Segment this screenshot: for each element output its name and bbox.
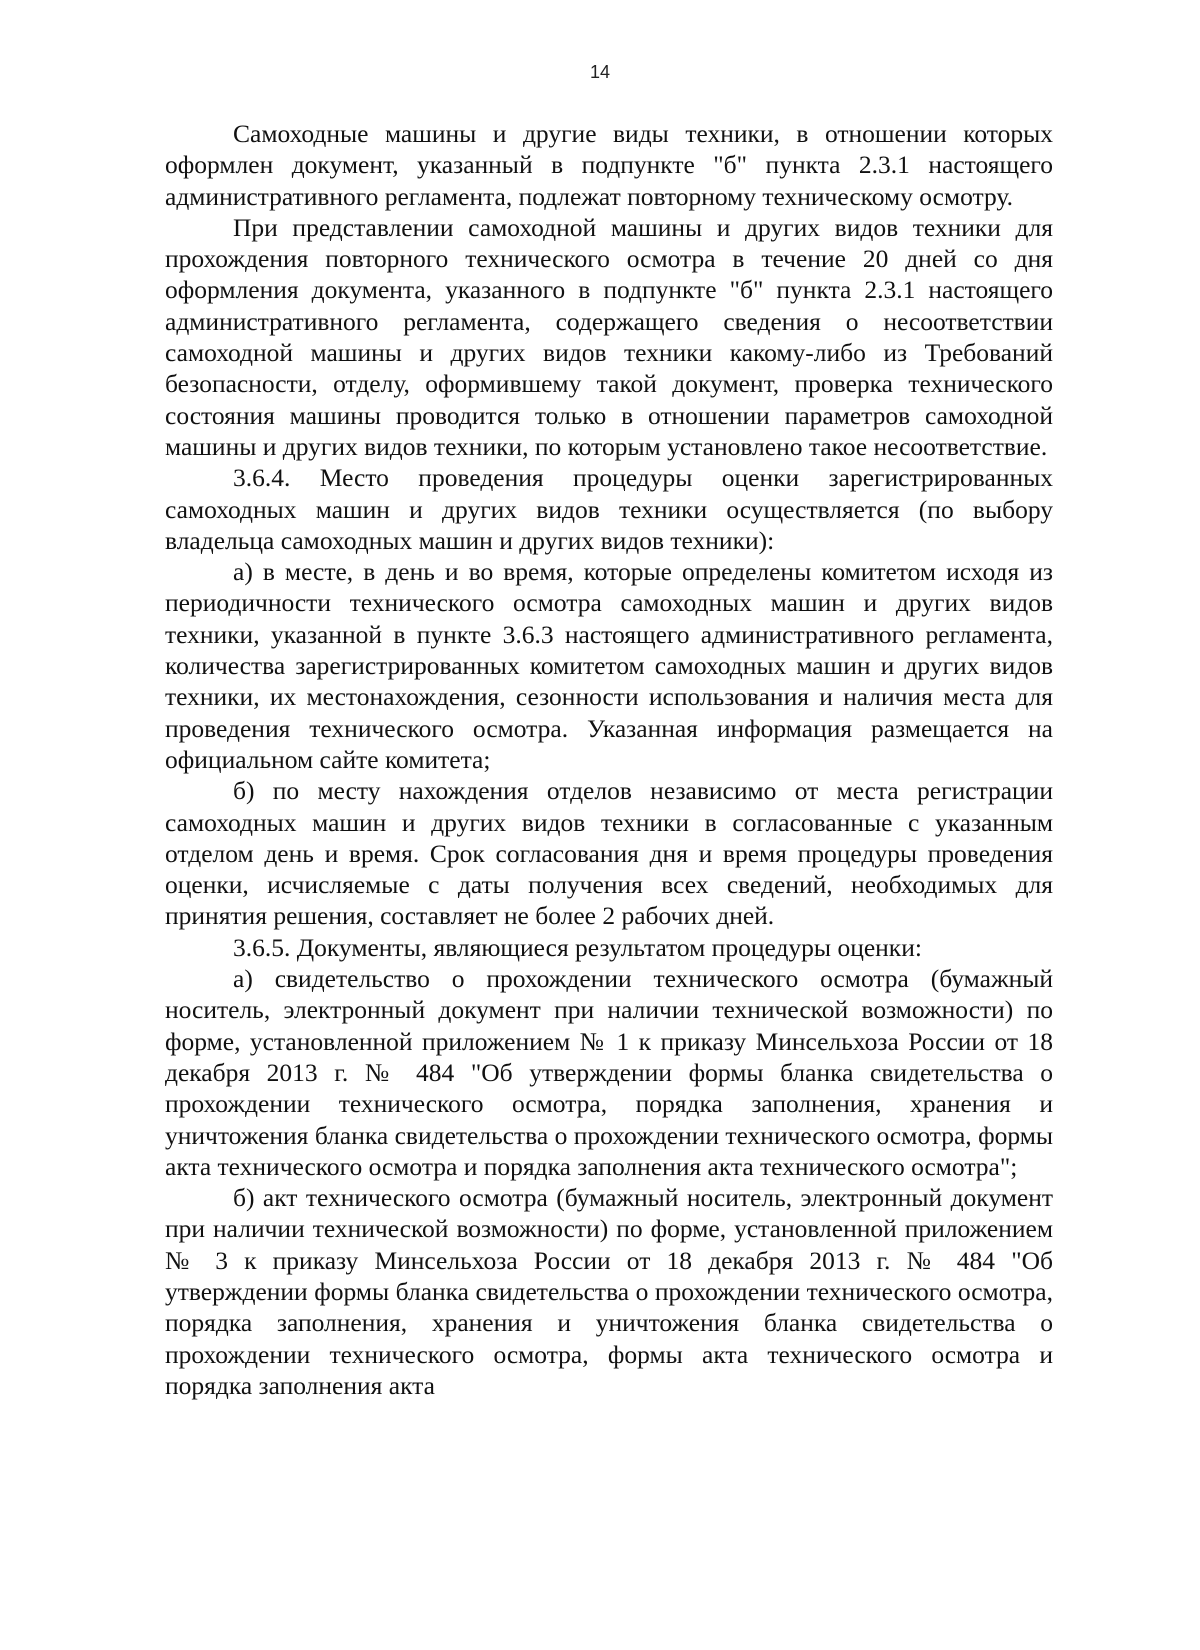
page-number: 14 [589,62,611,82]
paragraph-3-6-5: 3.6.5. Документы, являющиеся результатом процедуры оценки: [233,932,922,962]
paragraph-3-6-4-a: а) в месте, в день и во время, которые определены комитетом исходя из периодичности технического осмотра самоходных машин и других видов техники, указанной в пункте 3.6.3 настоящего административного регламента, количества зарегистрированных комитетом самоходных машин и других видов техники, их местонахождения, сезонности использования и наличия места для проведения технического осмотра. Указанная информация размещается на официальном сайте комитета; [165,557,1053,774]
document-body [165,118,1053,1401]
paragraph-3-6-4: 3.6.4. Место проведения процедуры оценки зарегистрированных самоходных машин и других видов техники осуществляется (по выбору владельца самоходных машин и других видов техники): [165,463,1053,555]
paragraph-repeat-inspection: Самоходные машины и другие виды техники, в отношении которых оформлен документ, указанный в подпункте "б" пункта 2.3.1 настоящего административного регламента, подлежат повторному техническому осмотру. [165,119,1053,211]
paragraph-repeat-inspection-conditions: При представлении самоходной машины и других видов техники для прохождения повторного технического осмотра в течение 20 дней со дня оформления документа, указанного в подпункте "б" пункта 2.3.1 настоящего административного регламента, содержащего сведения о несоответствии самоходной машины и других видов техники какому-либо из Требований безопасности, отделу, оформившему такой документ, проверка технического состояния машины проводится только в отношении параметров самоходной машины и других видов техники, по которым установлено такое несоответствие. [165,212,1053,461]
paragraph-3-6-4-b: б) по месту нахождения отделов независимо от места регистрации самоходных машин и других видов техники в согласованные с указанным отделом день и время. Срок согласования дня и время процедуры проведения оценки, исчисляемые с даты получения всех сведений, необходимых для принятия решения, составляет не более 2 рабочих дней. [165,776,1053,931]
paragraph-3-6-5-a: а) свидетельство о прохождении технического осмотра (бумажный носитель, электронный документ при наличии технической возможности) по форме, установленной приложением № 1 к приказу Минсельхоза России от 18 декабря 2013 г. № 484 "Об утверждении формы бланка свидетельства о прохождении технического осмотра, порядка заполнения, хранения и уничтожения бланка свидетельства о прохождении технического осмотра, формы акта технического осмотра и порядка заполнения акта технического осмотра"; [165,964,1053,1181]
paragraph-3-6-5-b: б) акт технического осмотра (бумажный носитель, электронный документ при наличии технической возможности) по форме, установленной приложением № 3 к приказу Минсельхоза России от 18 декабря 2013 г. № 484 "Об утверждении формы бланка свидетельства о прохождении технического осмотра, порядка заполнения, хранения и уничтожения бланка свидетельства о прохождении технического осмотра, формы акта технического осмотра и порядка заполнения акта [165,1183,1053,1400]
